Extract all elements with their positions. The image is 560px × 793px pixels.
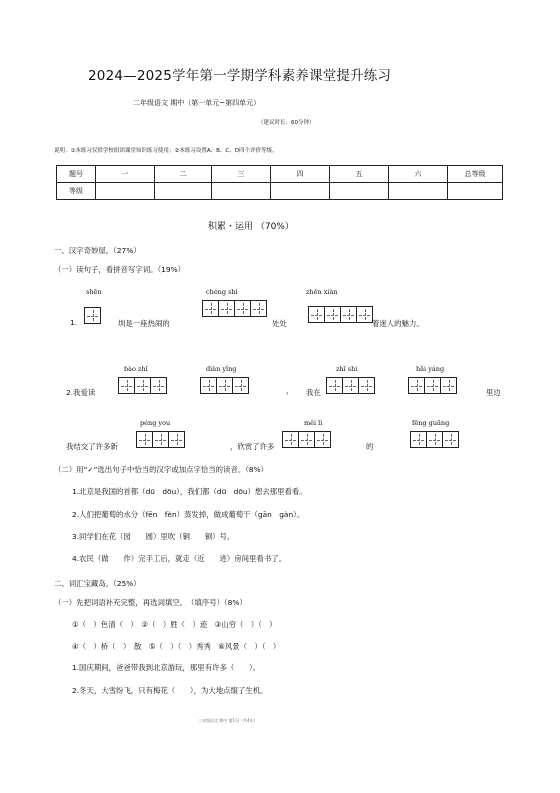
- score-cell: 二: [155, 166, 212, 183]
- grade-input-cell[interactable]: [330, 183, 389, 200]
- char-grid[interactable]: [136, 431, 185, 448]
- char-grid[interactable]: [308, 306, 373, 323]
- char-grid[interactable]: [408, 377, 457, 394]
- part2-q1-label: （一）先把词语补充完整，再选词填空。 （填序号）（8%）: [54, 598, 247, 607]
- score-cell: 五: [330, 166, 389, 183]
- part2-heading: 二、词汇宝藏岛。（25%）: [54, 579, 141, 588]
- char-grid[interactable]: [326, 377, 375, 394]
- score-table-grade-row: [57, 183, 503, 200]
- score-cell: 一: [96, 166, 155, 183]
- sentence-text: ，: [286, 386, 294, 395]
- pinyin-pengyou: péng you: [140, 419, 171, 427]
- fill-sentence[interactable]: 1.国庆期间，爸爸带我到北京游玩，那里有许多（ ）。: [72, 663, 261, 672]
- instructions: 说明：①本练习仅供学校组团课堂知识练习使用；②本练习设置A、B、C、D四个评价等级。: [54, 148, 278, 154]
- score-table-header-row: [57, 166, 503, 183]
- sentence-text: 着迷人的魅力。: [372, 319, 424, 328]
- grade-input-cell[interactable]: [212, 183, 271, 200]
- pinyin-zhenxian: zhēn xiàn: [306, 288, 338, 296]
- pinyin-fengguang: fēng guāng: [412, 419, 450, 427]
- char-grid[interactable]: [84, 307, 101, 324]
- fill-sentence[interactable]: 2.冬天，大雪纷飞，只有梅花（ ），为大地点缀了生机。: [72, 686, 268, 695]
- grade-input-cell[interactable]: [448, 183, 503, 200]
- sentence-text: 我结交了许多新: [66, 442, 118, 451]
- page-footer: 二年级语文 期中 第1页（共4页）: [198, 718, 258, 723]
- pinyin-haiyang: hǎi yáng: [416, 365, 445, 373]
- sentence-number: 1.: [70, 318, 78, 327]
- choice-item[interactable]: 3.同学们在花（园 圆）里吹（铜 铜）号。: [72, 532, 235, 541]
- fill-row[interactable]: ④（ ）桥（ ） 散 ⑤（ ）（ ）秀秀 ⑥风景（ ）（ ）: [72, 642, 281, 651]
- page-title: 2024—2025学年第一学期学科素养课堂提升练习: [88, 68, 392, 84]
- score-cell: 四: [271, 166, 330, 183]
- char-grid[interactable]: [118, 377, 167, 394]
- score-cell: 等级: [57, 183, 96, 200]
- sentence-text: ，欣赏了许多: [230, 442, 275, 451]
- pinyin-baozhi: bào zhǐ: [124, 365, 148, 373]
- sentence-text: 圳是一座热闹的: [118, 319, 170, 328]
- score-cell: 三: [212, 166, 271, 183]
- q2-label: （二）用“✓”选出句子中恰当的汉字或加点字恰当的读音。（8%）: [54, 465, 269, 474]
- part1-heading: 一、汉字奇妙屋。（27%）: [54, 246, 141, 255]
- grade-input-cell[interactable]: [96, 183, 155, 200]
- char-grid[interactable]: [410, 431, 459, 448]
- score-cell: 题号: [57, 166, 96, 183]
- pinyin-chengshi: chéng shì: [206, 288, 238, 296]
- choice-item[interactable]: 2.人们把葡萄的水分（fēn fèn）蒸发掉，做成葡萄干（gān gàn）。: [72, 510, 305, 519]
- choice-item[interactable]: 1.北京是我国的首都（dū dōu），我们都（dū dōu）想去那里看看。: [72, 487, 307, 496]
- fill-row[interactable]: ①（ ）色清（ ） ②（ ）胜（ ）迹 ③山穷（ ）（ ）: [72, 620, 277, 629]
- sentence-text: 2.我爱读: [66, 388, 96, 397]
- grade-input-cell[interactable]: [271, 183, 330, 200]
- pinyin-meili: měi lì: [304, 419, 323, 427]
- char-grid[interactable]: [282, 431, 331, 448]
- sentence-text: 处处: [272, 319, 287, 328]
- score-table: [56, 165, 503, 200]
- pinyin-dianying: diàn yǐng: [206, 365, 237, 373]
- q1-label: （一）读句子，看拼音写字词。（19%）: [54, 265, 185, 274]
- grade-input-cell[interactable]: [389, 183, 448, 200]
- sentence-text: 里边: [486, 388, 501, 397]
- pinyin-zhishi: zhī shi: [336, 365, 358, 373]
- choice-item[interactable]: 4.农民（做 作）完手工后，就走（近 进）房间里看书了。: [72, 554, 286, 563]
- time-note: （建议时长：60分钟）: [258, 120, 315, 126]
- char-grid[interactable]: [202, 300, 267, 317]
- exam-subtitle: 二年级语文 期中（第一单元~第四单元）: [133, 99, 261, 107]
- pinyin-shen: shēn: [86, 288, 102, 296]
- score-cell: 总等级: [448, 166, 503, 183]
- char-grid[interactable]: [200, 377, 249, 394]
- section-heading: 积累・运用 （70%）: [208, 222, 294, 232]
- grade-input-cell[interactable]: [155, 183, 212, 200]
- sentence-text: 我在: [306, 388, 321, 397]
- sentence-text: 的: [366, 442, 374, 451]
- score-cell: 六: [389, 166, 448, 183]
